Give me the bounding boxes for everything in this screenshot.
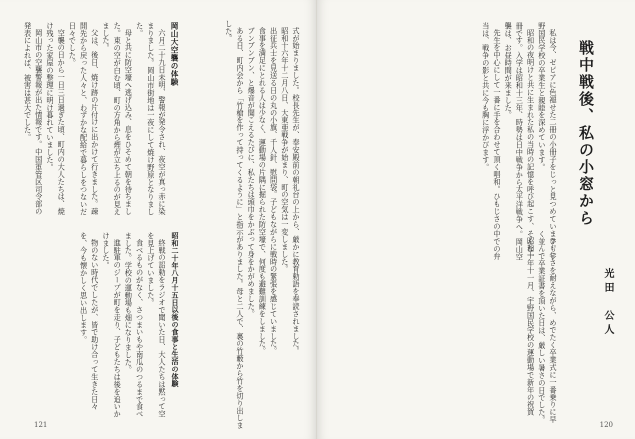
article-body-upper: 私は今、ゼピアに色褪せた二冊の小冊子をじっと見つめています。宇野国民学校の卒業生と親睦を深めています。 昭和の夜明けと共に生まれた私の当時の記憶を呼び起こす、そんな一冊です。入学は昭和十三年、時勢は日中戦争から太平洋戦争へ。岡山空襲は、お昼時間が来ました。 先生を中心にして一番に手を合わせて頂く唱和。ひもじさの中での弁当は、戦争の影と共に今も胸に浮かびます。 [481, 22, 558, 261]
page-number-left: 121 [34, 421, 48, 429]
section-heading-air-raid: 岡山大空襲の体験 [170, 22, 179, 86]
page-number-right: 120 [599, 421, 613, 429]
section-heading-postwar: 昭和二十年八月十五日以後の食事と生活の体験 [171, 232, 179, 388]
right-page [317, 0, 635, 439]
article-body-lower: ひもじさを耐えながら、めでたく卒業式に一番乗りに早く並んで卒業証書を頂いた日は、厳しい暑さの日でした。 昭和十年十一月、宇野国民学校の運動場で新年の祝賀 [526, 230, 558, 424]
left-page [0, 0, 317, 439]
postwar-body: 終戦の詔勅をラジオで聞いた日、大人たちは黙って空を見上げていました。 食べるものがなく、さつまいもや南瓜のつるまで食べました。学校の運動場も畑になりました。 進駐軍のジープが町を走り、子どもたちは後を追いかけました。 物のない時代でしたが、皆で助け合って生きた日々を、今も懐かしく思い出します。 [79, 232, 167, 418]
author-name: 光田 公人 [602, 268, 613, 338]
left-page-right-block: 式が始まりました。校長先生が、奉安殿前の朝礼台の上から、厳かに教育勅語を奉読されました。 昭和十六年十二月八日、大東亜戦争が始まり、町の空気は一変しました。 出征兵士を見送る日の丸の小旗、千人針、慰問袋。子どもながらに戦時の緊張を感じていました。 食事を満足にとれる人は少なく、運動場の片隅に掘られた防空壕で、何度も避難訓練をしました。 ブンブンブン、と爆音が聞こえるたびに、私たちは頭巾をかぶって身をかがめました。 ある日、町内会から「竹槍を作って持ってくるように」と指示がありました。母と二人で、裏の竹藪から竹を切り出しました。 [224, 20, 301, 430]
article-title: 戦中戦後、私の小窓から [577, 40, 595, 227]
air-raid-body: 六月二十九日未明、警報が発令され、夜空が真っ赤に染まりました。岡山市街地は一夜にして焼け野原となりました。 母と共に防空壕へ逃げ込み、息をひそめて朝を待ちました。東の空が白む頃、町の方角から煙が立ち上るのが見えました。 父は、後日、焼け跡の片付けに出かけて行きました。疎開先から戻った人々と、わずかな配給で暮らしをつないだ日々でした。 空襲の日から一日三日過ぎた頃、町内の大人たちは、焼け残った家屋の整理に明け暮れていました。 岡山市の空襲警報が出た情報です。中国軍管区司令部の発表によれば、被害は甚大でした。 [23, 22, 167, 216]
